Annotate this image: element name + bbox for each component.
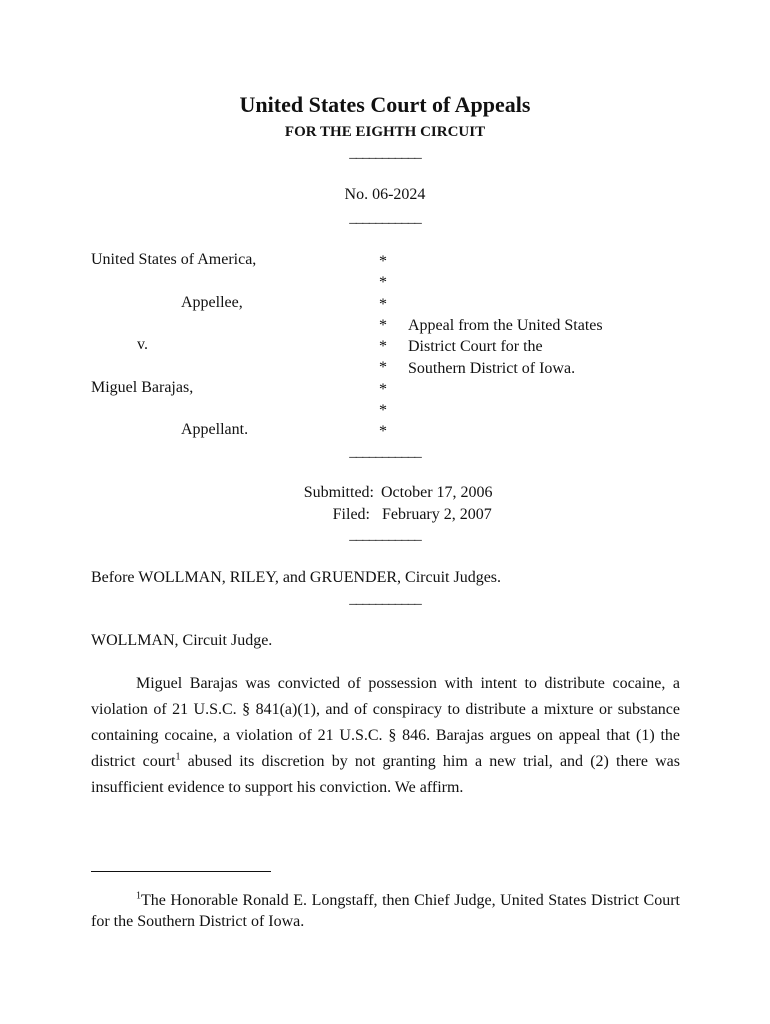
- docket-number: No. 06-2024: [344, 186, 426, 203]
- versus-label: v.: [137, 336, 148, 353]
- caption-star: *: [379, 253, 387, 270]
- caption-star: *: [379, 359, 387, 377]
- court-title: United States Court of Appeals: [239, 92, 531, 117]
- plaintiff-role: Appellee,: [181, 294, 243, 311]
- appeal-from-block: [408, 315, 603, 379]
- submitted-date: October 17, 2006: [381, 484, 493, 501]
- appeal-from-line: Southern District of Iowa.: [408, 359, 576, 377]
- defendant-role: Appellant.: [181, 421, 249, 438]
- caption-star: *: [379, 274, 387, 292]
- submitted-label: Submitted:: [303, 484, 374, 501]
- footnote-marker: 1: [136, 890, 141, 902]
- footnote-divider: [91, 871, 271, 872]
- circuit-name: FOR THE EIGHTH CIRCUIT: [284, 124, 486, 140]
- separator-rule: ___________: [349, 210, 421, 226]
- defendant-name: Miguel Barajas,: [91, 379, 194, 396]
- appeal-from-line: Appeal from the United States: [408, 317, 603, 334]
- filed-label: Filed:: [332, 506, 370, 523]
- separator-rule: ___________: [349, 145, 421, 161]
- opinion-text-part1: Miguel Barajas was convicted of possession with intent to distribute cocaine, a violation of 21 U.S.C. § 841(a)(1), and of conspiracy to distribute a mixture or substance containing cocaine, a violation of 21 U.S.C. § 846. Barajas argues on appeal that (1) the district court: [91, 675, 680, 770]
- footnote: [91, 890, 680, 932]
- caption-star: *: [379, 380, 387, 398]
- separator-rule: ___________: [349, 591, 421, 607]
- appeal-from-line: District Court for the: [408, 338, 543, 356]
- caption-stars: [379, 251, 387, 443]
- panel-line: Before WOLLMAN, RILEY, and GRUENDER, Circuit Judges.: [91, 569, 502, 586]
- separator-rule: ___________: [349, 527, 421, 543]
- opinion-text-part2: abused its discretion by not granting him a new trial, and (2) there was insufficient evidence to support his conviction. We affirm.: [91, 753, 681, 796]
- caption-star: *: [379, 402, 387, 420]
- caption-star: *: [379, 316, 387, 334]
- separator-rule: ___________: [349, 444, 421, 460]
- caption-star: *: [379, 338, 387, 356]
- caption-star: *: [379, 423, 387, 441]
- plaintiff-name: United States of America,: [91, 251, 257, 268]
- opinion-author: WOLLMAN, Circuit Judge.: [91, 632, 273, 649]
- footnote-reference[interactable]: 1: [175, 751, 181, 763]
- opinion-paragraph: [91, 671, 680, 801]
- caption-star: *: [379, 295, 387, 313]
- footnote-text: The Honorable Ronald E. Longstaff, then Chief Judge, United States District Court for the Southern District of Iowa.: [91, 892, 680, 930]
- filed-date: February 2, 2007: [382, 506, 492, 523]
